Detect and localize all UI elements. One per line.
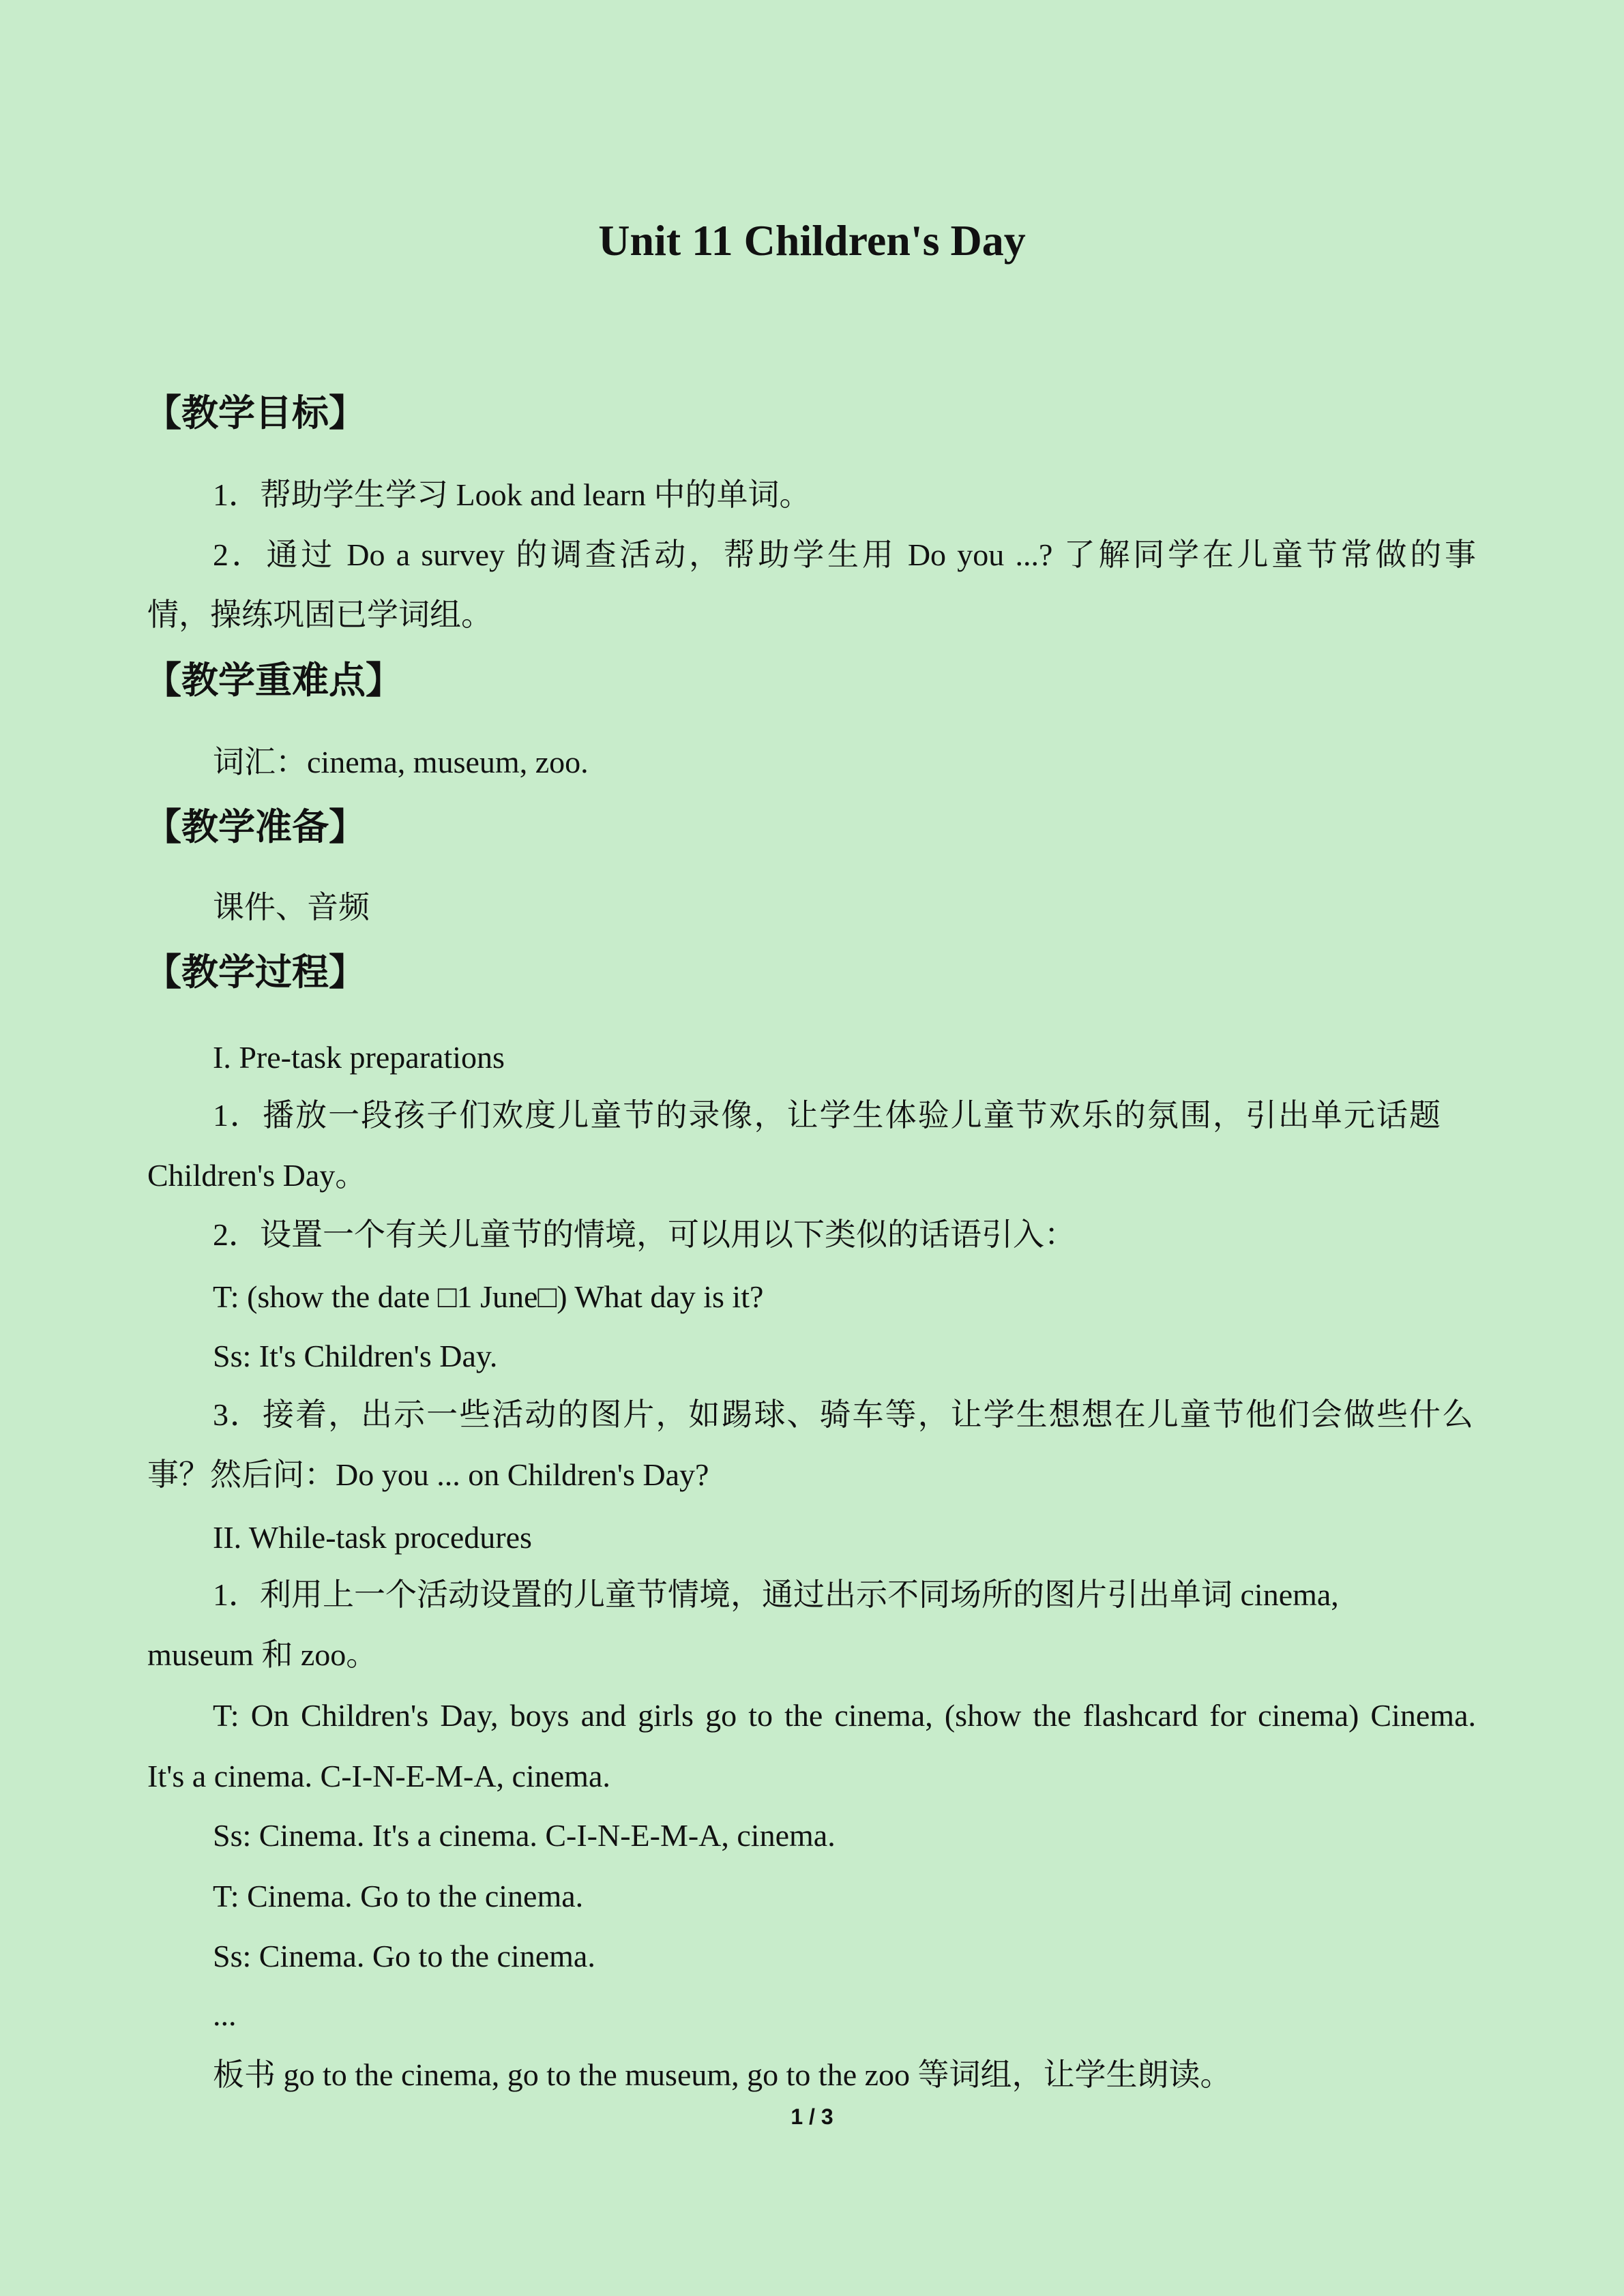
paragraph-line: 2．通过 Do a survey 的调查活动，帮助学生用 Do you ...? 了解同学在儿童节常做的事: [213, 537, 1476, 572]
paragraph-line: museum 和 zoo。: [147, 1637, 378, 1672]
page-indicator: 1 / 3: [791, 2104, 833, 2129]
paragraph-line: Ss: Cinema. It's a cinema. C-I-N-E-M-A, cinema.: [213, 1818, 836, 1853]
document-title: Unit 11 Children's Day: [598, 216, 1026, 265]
paragraph-line: I. Pre-task preparations: [213, 1040, 505, 1075]
paragraph-line: 板书 go to the cinema, go to the museum, go to the zoo 等词组，让学生朗读。: [213, 2057, 1232, 2092]
paragraph-line: T: On Children's Day, boys and girls go to the cinema, (show the flashcard for cinema) Cinema.: [213, 1698, 1476, 1733]
paragraph-line: Children's Day。: [147, 1158, 367, 1193]
paragraph-line: ...: [213, 1997, 237, 2032]
section-heading-preparation: 【教学准备】: [145, 805, 366, 848]
paragraph-line: 1．播放一段孩子们欢度儿童节的录像，让学生体验儿童节欢乐的氛围，引出单元话题: [213, 1098, 1441, 1133]
paragraph-line: 情，操练巩固已学词组。: [147, 597, 492, 632]
section-heading-objectives: 【教学目标】: [145, 391, 366, 434]
paragraph-line: 3．接着，出示一些活动的图片，如踢球、骑车等，让学生想想在儿童节他们会做些什么: [213, 1397, 1473, 1432]
section-heading-key-points: 【教学重难点】: [145, 659, 402, 702]
section-heading-process: 【教学过程】: [145, 951, 366, 994]
paragraph-line: T: (show the date □1 June□) What day is it?: [213, 1279, 764, 1314]
paragraph-line: 1．帮助学生学习 Look and learn 中的单词。: [213, 477, 811, 512]
paragraph-line: Ss: Cinema. Go to the cinema.: [213, 1939, 595, 1973]
paragraph-line: 课件、音频: [213, 890, 370, 925]
paragraph-line: It's a cinema. C-I-N-E-M-A, cinema.: [147, 1759, 610, 1793]
paragraph-line: II. While-task procedures: [213, 1520, 532, 1555]
paragraph-line: 2．设置一个有关儿童节的情境，可以用以下类似的话语引入：: [213, 1217, 1076, 1252]
paragraph-line: 词汇：cinema, museum, zoo.: [213, 745, 589, 779]
paragraph-line: T: Cinema. Go to the cinema.: [213, 1879, 584, 1913]
paragraph-line: Ss: It's Children's Day.: [213, 1339, 498, 1373]
paragraph-line: 1．利用上一个活动设置的儿童节情境，通过出示不同场所的图片引出单词 cinema,: [213, 1577, 1339, 1612]
paragraph-line: 事？然后问：Do you ... on Children's Day?: [147, 1457, 709, 1492]
